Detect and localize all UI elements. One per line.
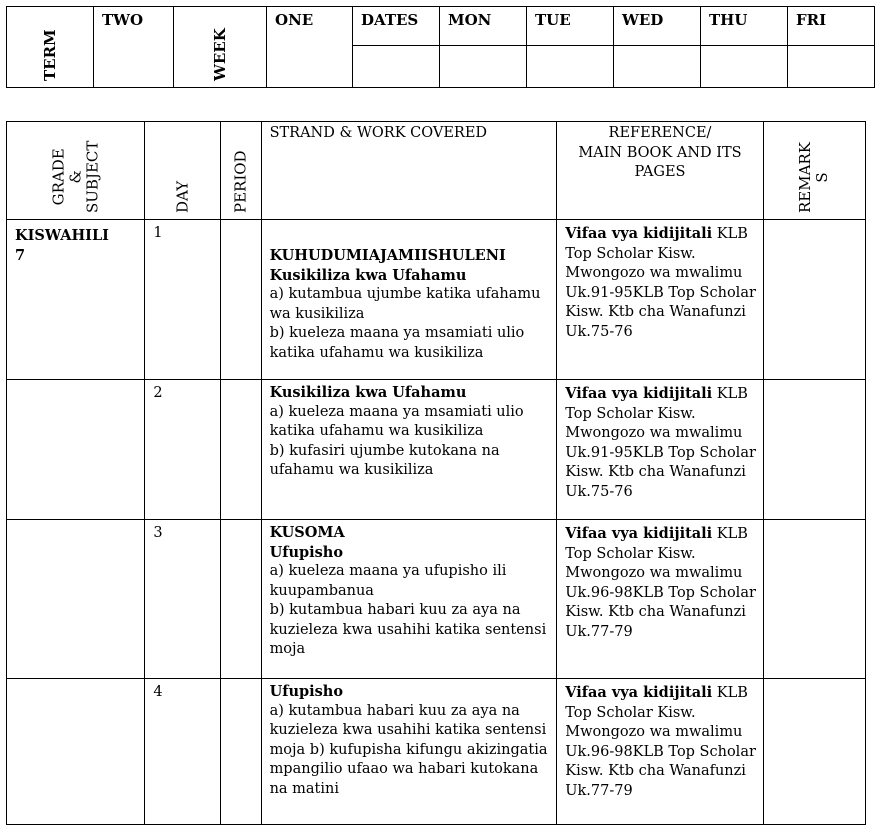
day-fri: FRI (788, 7, 875, 46)
week-label-cell (174, 7, 267, 88)
term-value: TWO (94, 7, 174, 88)
remarks-cell (763, 380, 865, 520)
wed-date-cell (614, 46, 701, 88)
subject-cell-empty (7, 679, 145, 825)
day-wed: WED (614, 7, 701, 46)
period-cell (221, 380, 261, 520)
term-label-cell (7, 7, 94, 88)
day-tue: TUE (527, 7, 614, 46)
day-header: DAY (173, 180, 192, 213)
subject-cell (7, 220, 145, 380)
reference-cell: Vifaa vya kidijitali KLB Top Scholar Kisw. Mwongozo wa mwalimu Uk.91-95KLB Top Scholar Kisw. Ktb cha Wanafunzi Uk.75-76 (557, 380, 763, 520)
work-cell: KUHUDUMIAJAMIISHULENI Kusikiliza kwa Ufahamu a) kutambua ujumbe katika ufahamu wa kusikiliza b) kueleza maana ya msamiati ulio katika ufahamu wa kusikiliza (261, 220, 557, 380)
ampersand-header-line: & (66, 170, 85, 184)
period-header-cell (221, 122, 261, 220)
thu-date-cell (701, 46, 788, 88)
subject-name: KISWAHILI (15, 227, 109, 244)
strand-header: STRAND & WORK COVERED (261, 122, 557, 220)
day-header-cell (145, 122, 221, 220)
tue-date-cell (527, 46, 614, 88)
subject-header-line: SUBJECT (83, 140, 102, 213)
remarks-cell (763, 679, 865, 825)
remarks-header-cell (763, 122, 865, 220)
period-cell (221, 679, 261, 825)
ref-bold: Vifaa vya kidijitali (565, 385, 713, 402)
reference-cell: Vifaa vya kidijitali KLB Top Scholar Kisw. Mwongozo wa mwalimu Uk.91-95KLB Top Scholar Kisw. Ktb cha Wanafunzi Uk.75-76 (557, 220, 763, 380)
reference-cell: Vifaa vya kidijitali KLB Top Scholar Kisw. Mwongozo wa mwalimu Uk.96-98KLB Top Scholar Kisw. Ktb cha Wanafunzi Uk.77-79 (557, 520, 763, 679)
term-label: TERM (41, 29, 59, 81)
table-row (7, 520, 866, 679)
remarks-header-line: REMARK (796, 142, 815, 213)
table-row (7, 679, 866, 825)
grade-subject-header (7, 122, 145, 220)
work-cell: Ufupisho a) kutambua habari kuu za aya na kuzieleza kwa usahihi katika sentensi moja b) kufupisha kifungu akizingatia mpangilio ufaao wa habari kutokana na matini (261, 679, 557, 825)
table-row (7, 220, 866, 380)
day-cell: 1 (145, 220, 221, 380)
substrand-heading: Ufupisho (269, 683, 344, 700)
ref-bold: Vifaa vya kidijitali (565, 225, 713, 242)
work-cell: KUSOMA Ufupisho a) kueleza maana ya ufupisho ili kuupambanua b) kutambua habari kuu za aya na kuzieleza kwa usahihi katika sentensi moja (261, 520, 557, 679)
remarks-cell (763, 220, 865, 380)
period-cell (221, 520, 261, 679)
day-cell: 3 (145, 520, 221, 679)
remarks-cell (763, 520, 865, 679)
strand-heading: KUSOMA (269, 524, 345, 541)
week-label: WEEK (211, 28, 229, 81)
term-week-table (6, 6, 875, 88)
subject-cell-empty (7, 520, 145, 679)
ref-bold: Vifaa vya kidijitali (565, 525, 713, 542)
dates-cell (353, 46, 440, 88)
scheme-of-work-table (6, 121, 866, 825)
substrand-heading: Kusikiliza kwa Ufahamu (269, 266, 467, 284)
reference-cell: Vifaa vya kidijitali KLB Top Scholar Kisw. Mwongozo wa mwalimu Uk.96-98KLB Top Scholar Kisw. Ktb cha Wanafunzi Uk.77-79 (557, 679, 763, 825)
subject-cell-empty (7, 380, 145, 520)
subject-grade: 7 (15, 246, 26, 264)
reference-header: REFERENCE/ MAIN BOOK AND ITS PAGES (557, 122, 763, 220)
strand-heading: KUHUDUMIAJAMIISHULENI (269, 247, 506, 264)
substrand-heading: Ufupisho (269, 543, 344, 561)
grade-header-line: GRADE (49, 148, 68, 206)
substrand-heading: Kusikiliza kwa Ufahamu (269, 384, 467, 401)
day-cell: 4 (145, 679, 221, 825)
fri-date-cell (788, 46, 875, 88)
period-header: PERIOD (231, 150, 250, 213)
period-cell (221, 220, 261, 380)
day-mon: MON (440, 7, 527, 46)
day-thu: THU (701, 7, 788, 46)
table-row (7, 380, 866, 520)
week-value: ONE (267, 7, 353, 88)
remarks-header-line-2: S (813, 172, 832, 183)
day-cell: 2 (145, 380, 221, 520)
dates-label: DATES (353, 7, 440, 46)
mon-date-cell (440, 46, 527, 88)
work-cell: Kusikiliza kwa Ufahamu a) kueleza maana ya msamiati ulio katika ufahamu wa kusikiliza b) kufasiri ujumbe kutokana na ufahamu wa kusikiliza (261, 380, 557, 520)
ref-bold: Vifaa vya kidijitali (565, 684, 713, 701)
